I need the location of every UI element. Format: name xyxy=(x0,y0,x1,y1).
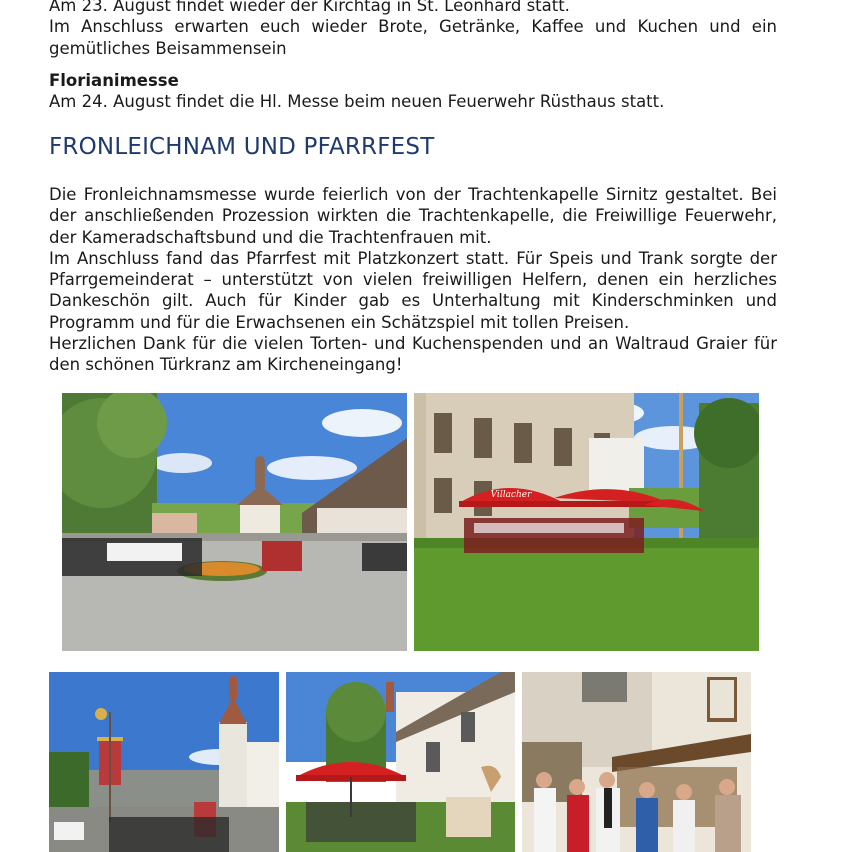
fronleichnam-body xyxy=(49,184,777,376)
cut-off-line: Am 23. August findet wieder der Kirchtag in St. Leonhard statt. xyxy=(49,0,570,15)
intro-line: Im Anschluss erwarten euch wieder Brote, Getränke, Kaffee und Kuchen und ein gemütliches Beisammensein xyxy=(49,17,777,58)
paragraph-pfarrfest: Im Anschluss fand das Pfarrfest mit Platzkonzert statt. Für Speis und Trank sorgte der Pfarrgemeinderat – unterstützt von vielen freiwilligen Helfern, denen ein herzliches Dankeschön gilt. Auch für Kinder gab es Unterhaltung mit Kinderschminken und Programm und für die Erwachsenen ein Schätzspiel mit tollen Preisen. xyxy=(49,248,777,332)
photo-procession-banners xyxy=(49,672,279,852)
florianimesse-title: Florianimesse xyxy=(49,71,179,90)
section-heading: FRONLEICHNAM UND PFARRFEST xyxy=(49,134,435,160)
photo-umbrella-courtyard xyxy=(286,672,515,852)
florianimesse-section xyxy=(49,70,777,113)
intro-paragraph xyxy=(49,0,777,59)
photo-pfarrfest-umbrellas xyxy=(414,393,759,651)
florianimesse-text: Am 24. August findet die Hl. Messe beim neuen Feuerwehr Rüsthaus statt. xyxy=(49,92,665,112)
paragraph-thanks: Herzlichen Dank für die vielen Torten- und Kuchenspenden und an Waltraud Graier für den schönen Türkranz am Kircheneingang! xyxy=(49,334,777,375)
umbrella-brand: Villacher xyxy=(490,490,532,500)
photo-group-people xyxy=(522,672,751,852)
paragraph-procession: Die Fronleichnamsmesse wurde feierlich von der Trachtenkapelle Sirnitz gestaltet. Bei der anschließenden Prozession wirkten die Trachtenkapelle, die Freiwillige Feuerwehr, der Kameradschaftsbund und die Trachtenfrauen mit. xyxy=(49,185,777,247)
photo-church-procession xyxy=(62,393,407,651)
